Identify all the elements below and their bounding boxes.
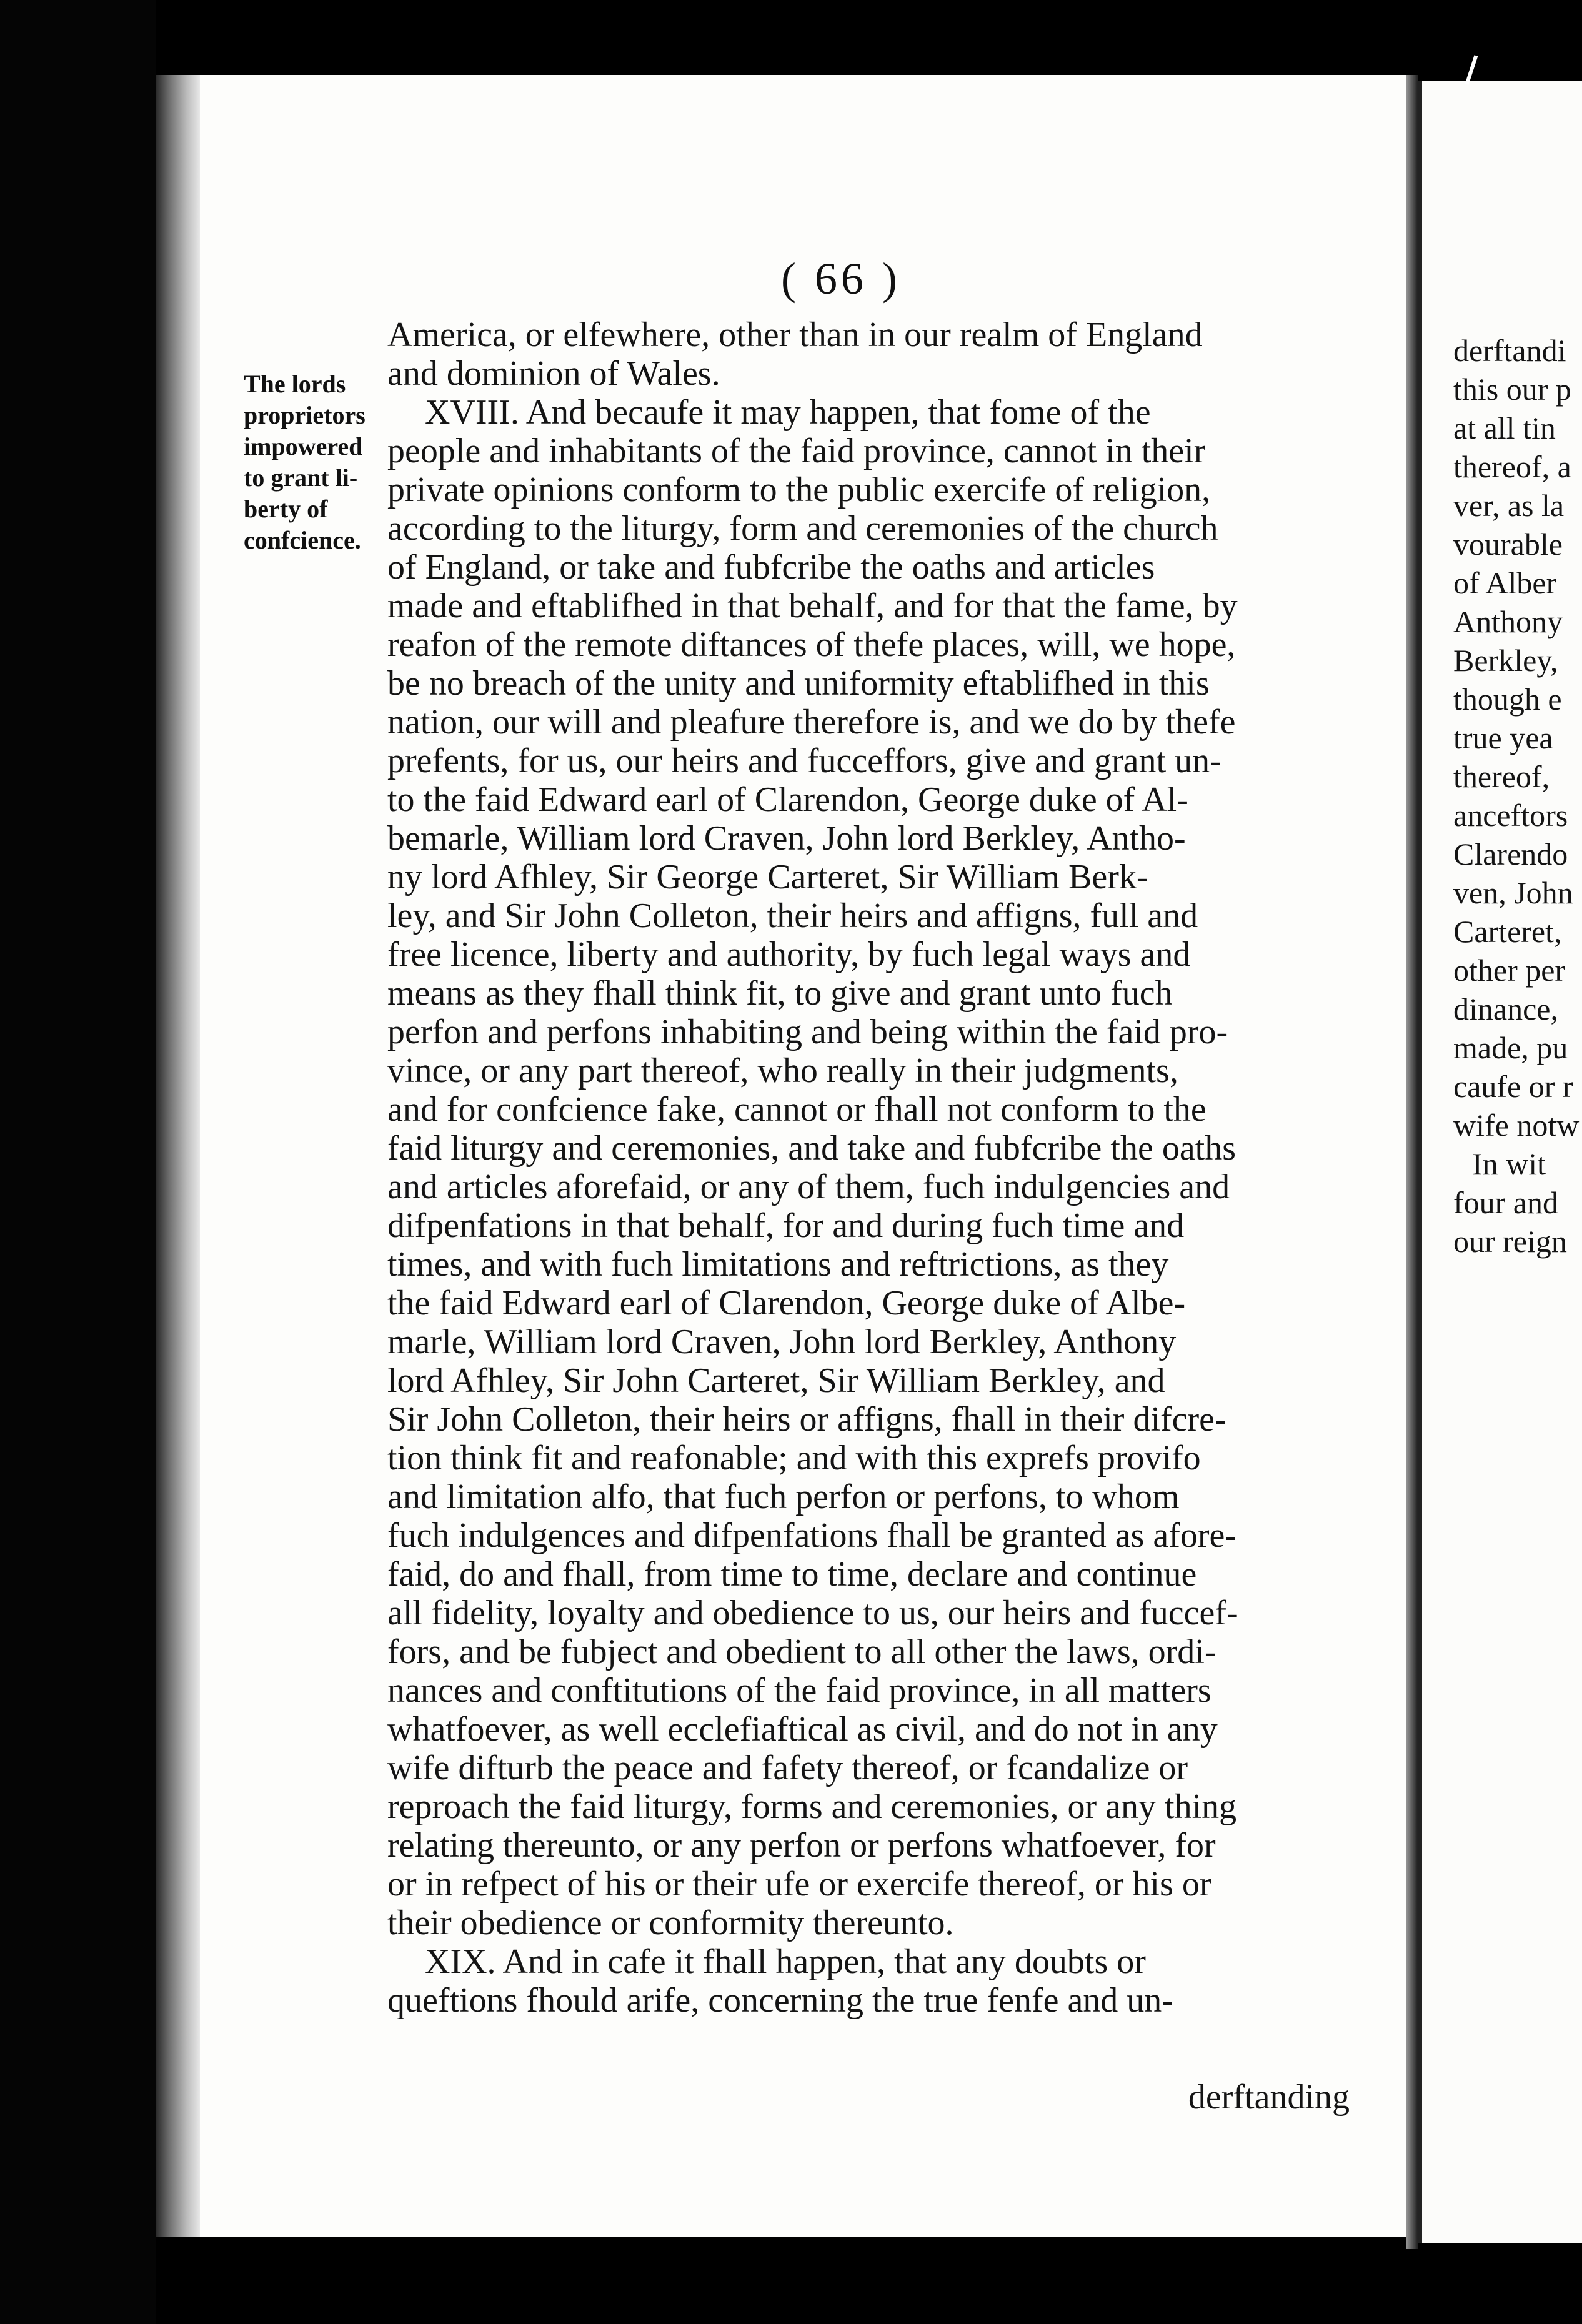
text-line: America, or elfewhere, other than in our realm of England — [387, 315, 1203, 354]
text-line: Sir John Colleton, their heirs or affigns, fhall in their difcre- — [387, 1400, 1226, 1439]
text-line: XIX. And in cafe it fhall happen, that any doubts or — [425, 1942, 1146, 1981]
text-line: according to the liturgy, form and ceremonies of the church — [387, 509, 1218, 548]
text-line: wife notw — [1453, 1108, 1580, 1143]
text-line: bemarle, William lord Craven, John lord Berkley, Antho- — [387, 819, 1186, 858]
text-line: anceftors — [1453, 798, 1568, 833]
margin-note-line: impowered — [244, 432, 363, 460]
text-line: ny lord Afhley, Sir George Carteret, Sir William Berk- — [387, 858, 1148, 896]
text-line: be no breach of the unity and uniformity eftablifhed in this — [387, 664, 1210, 703]
text-line: Clarendo — [1453, 837, 1568, 872]
text-line: all fidelity, loyalty and obedience to us, our heirs and fuccef- — [387, 1594, 1238, 1632]
text-line: whatfoever, as well ecclefiaftical as civil, and do not in any — [387, 1710, 1218, 1749]
page-number: ( 66 ) — [781, 254, 901, 304]
text-line: of Alber — [1453, 565, 1557, 600]
text-line: to the faid Edward earl of Clarendon, George duke of Al- — [387, 780, 1188, 819]
text-line: prefents, for us, our heirs and fucceffors, give and grant un- — [387, 742, 1221, 780]
margin-note-line: proprietors — [244, 401, 366, 429]
text-line: our reign — [1453, 1224, 1567, 1259]
text-line: In wit — [1472, 1146, 1546, 1181]
page-binding-edge — [156, 75, 200, 2237]
text-line: tion think fit and reafonable; and with this exprefs provifo — [387, 1439, 1201, 1477]
text-line: ver, as la — [1453, 488, 1565, 523]
text-line: difpenfations in that behalf, for and during fuch time and — [387, 1206, 1185, 1245]
text-line: dinance, — [1453, 991, 1558, 1026]
text-line: or in refpect of his or their ufe or exercife thereof, or his or — [387, 1865, 1211, 1904]
text-line: the faid Edward earl of Clarendon, George duke of Albe- — [387, 1284, 1186, 1323]
text-line: times, and with fuch limitations and reftrictions, as they — [387, 1245, 1169, 1284]
text-line: made and eftablifhed in that behalf, and for that the fame, by — [387, 587, 1238, 625]
text-line: ven, John — [1453, 875, 1573, 910]
text-line: people and inhabitants of the faid province, cannot in their — [387, 432, 1206, 470]
text-line: nation, our will and pleafure therefore is, and we do by thefe — [387, 703, 1236, 742]
scan-corner-mark — [1465, 55, 1478, 85]
text-line: and articles aforefaid, or any of them, fuch indulgencies and — [387, 1168, 1230, 1206]
margin-note-line: berty of — [244, 495, 328, 523]
text-line: perfon and perfons inhabiting and being within the faid pro- — [387, 1013, 1228, 1051]
catchword: derftanding — [1188, 2078, 1350, 2117]
text-line: vourable — [1453, 527, 1563, 562]
text-line: private opinions conform to the public exercife of religion, — [387, 470, 1211, 509]
text-line: and for confcience fake, cannot or fhall not conform to the — [387, 1090, 1206, 1129]
text-line: lord Afhley, Sir John Carteret, Sir William Berkley, and — [387, 1361, 1165, 1400]
text-line: and limitation alfo, that fuch perfon or perfons, to whom — [387, 1477, 1180, 1516]
text-line: at all tin — [1453, 410, 1556, 445]
margin-note-line: The lords — [244, 370, 346, 398]
margin-note-line: to grant li- — [244, 464, 358, 492]
margin-note-line: confcience. — [244, 526, 361, 554]
margin-note — [244, 369, 366, 556]
text-line: ley, and Sir John Colleton, their heirs and affigns, full and — [387, 896, 1198, 935]
text-line: caufe or r — [1453, 1069, 1573, 1104]
text-line: relating thereunto, or any perfon or perfons whatfoever, for — [387, 1826, 1216, 1865]
text-line: faid liturgy and ceremonies, and take and fubfcribe the oaths — [387, 1129, 1236, 1168]
text-line: fuch indulgences and difpenfations fhall be granted as afore- — [387, 1516, 1237, 1555]
text-line: reafon of the remote diftances of thefe places, will, we hope, — [387, 625, 1236, 664]
text-line: four and — [1453, 1185, 1558, 1220]
text-line: of England, or take and fubfcribe the oaths and articles — [387, 548, 1155, 587]
text-line: means as they fhall think fit, to give and grant unto fuch — [387, 974, 1173, 1013]
text-line: other per — [1453, 953, 1566, 988]
text-line: their obedience or conformity thereunto. — [387, 1904, 954, 1942]
text-line: Berkley, — [1453, 643, 1558, 678]
text-line: this our p — [1453, 372, 1571, 407]
text-line: reproach the faid liturgy, forms and ceremonies, or any thing — [387, 1787, 1237, 1826]
right-page-text — [1422, 331, 1582, 1261]
text-line: and dominion of Wales. — [387, 354, 720, 393]
text-line: Anthony — [1453, 604, 1563, 639]
text-line: faid, do and fhall, from time to time, declare and continue — [387, 1555, 1197, 1594]
text-line: queftions fhould arife, concerning the true fenfe and un- — [387, 1981, 1173, 2020]
text-line: wife difturb the peace and fafety thereof, or fcandalize or — [387, 1749, 1188, 1787]
text-line: Carteret, — [1453, 914, 1562, 949]
text-line: vince, or any part thereof, who really in their judgments, — [387, 1051, 1178, 1090]
scan-border-left — [0, 0, 156, 2324]
text-line: made, pu — [1453, 1030, 1568, 1065]
text-line: thereof, a — [1453, 449, 1571, 484]
text-line: fors, and be fubject and obedient to all other the laws, ordi- — [387, 1632, 1216, 1671]
body-text — [387, 315, 1406, 2020]
text-line: derftandi — [1453, 333, 1566, 368]
gutter-shadow — [1406, 75, 1418, 2249]
text-line: XVIII. And becaufe it may happen, that fome of the — [425, 393, 1151, 432]
text-line: though e — [1453, 682, 1562, 717]
text-line: thereof, — [1453, 759, 1550, 794]
left-page — [200, 75, 1406, 2237]
text-line: marle, William lord Craven, John lord Berkley, Anthony — [387, 1323, 1177, 1361]
text-line: true yea — [1453, 720, 1553, 755]
text-line: free licence, liberty and authority, by fuch legal ways and — [387, 935, 1191, 974]
text-line: nances and conftitutions of the faid province, in all matters — [387, 1671, 1211, 1710]
right-page-fragment — [1418, 81, 1582, 2243]
